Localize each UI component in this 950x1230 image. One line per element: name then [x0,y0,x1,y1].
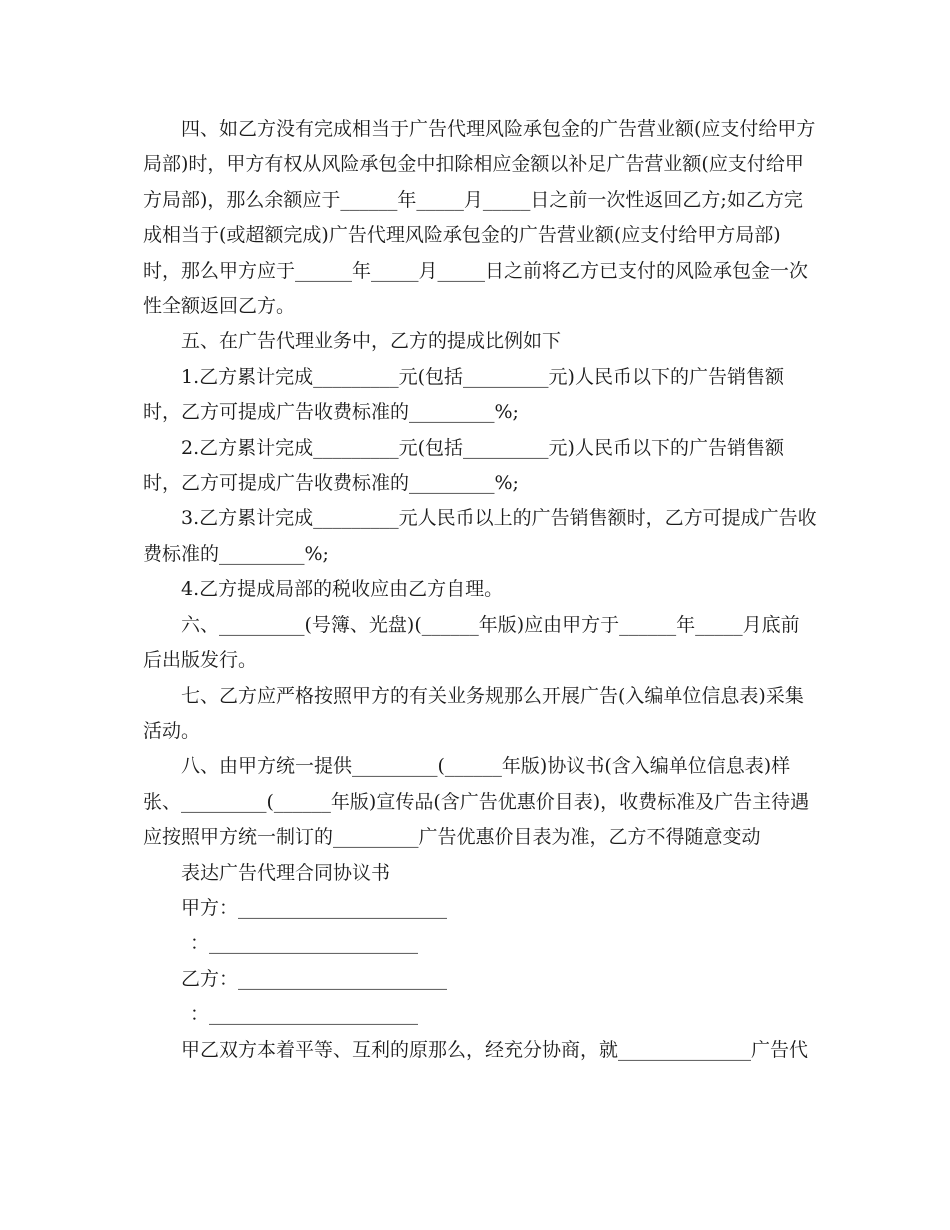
text-line: 七、乙方应严格按照甲方的有关业务规那么开展广告(入编单位信息表)采集 [181,684,804,707]
closing-paragraph [143,1033,813,1068]
text-line: 表达广告代理合同协议书 [181,861,391,884]
text-line: 四、如乙方没有完成相当于广告代理风险承包金的广告营业额(应支付给甲方 [181,118,816,140]
clause-5-item-4 [143,572,813,607]
text-line: 张、_________(______年版)宣传品(含广告优惠价目表)，收费标准及广告主待遇 [143,790,810,813]
text-line: 六、_________(号簿、光盘)(______年版)应由甲方于______年_____月底前 [181,613,800,636]
contract-title [143,856,813,891]
text-line: 后出版发行。 [143,649,258,672]
text-line: 时，那么甲方应于______年_____月_____日之前将乙方已支付的风险承包金一次 [143,259,809,282]
text-line: 费标准的_________%; [143,542,329,565]
clause-8 [143,749,813,855]
clause-5-heading [143,324,813,359]
party-b-line: 乙方：______________________ [181,967,448,990]
text-line: 八、由甲方统一提供_________(______年版)协议书(含入编单位信息表)样 [181,755,791,778]
clause-5-item-3 [143,501,817,572]
text-line: 3.乙方累计完成_________元人民币以上的广告销售额时，乙方可提成广告收 [181,507,817,530]
text-line: 时，乙方可提成广告收费标准的_________%; [143,401,519,424]
party-b-sub-line: ：______________________ [190,1003,419,1026]
clause-5-item-1 [143,360,813,431]
text-line: 4.乙方提成局部的税收应由乙方自理。 [181,578,504,601]
text-line: 局部)时，甲方有权从风险承包金中扣除相应金额以补足广告营业额(应支付给甲 [143,153,804,176]
clause-7 [143,679,813,750]
text-line: 成相当于(或超额完成)广告代理风险承包金的广告营业额(应支付给甲方局部) [143,224,781,247]
text-line: 活动。 [143,719,201,742]
clause-5-item-2 [143,431,813,502]
text-line: 应按照甲方统一制订的_________广告优惠价目表为准，乙方不得随意变动 [143,826,761,849]
text-line: 甲乙双方本着平等、互利的原那么，经充分协商，就______________广告代 [181,1038,809,1061]
clause-4 [143,112,816,324]
text-line: 时，乙方可提成广告收费标准的_________%; [143,472,519,495]
document-page [143,112,817,1068]
party-a-sub-line: ：______________________ [190,932,419,955]
text-line: 方局部)，那么余额应于______年_____月_____日之前一次性返回乙方;如乙方完 [143,188,803,211]
text-line: 1.乙方累计完成_________元(包括_________元)人民币以下的广告销售额 [181,365,784,388]
text-line: 2.乙方累计完成_________元(包括_________元)人民币以下的广告销售额 [181,436,784,459]
text-line: 五、在广告代理业务中，乙方的提成比例如下 [181,330,562,353]
clause-6 [143,608,813,679]
text-line: 性全额返回乙方。 [143,295,296,318]
party-a-line: 甲方：______________________ [181,896,448,919]
